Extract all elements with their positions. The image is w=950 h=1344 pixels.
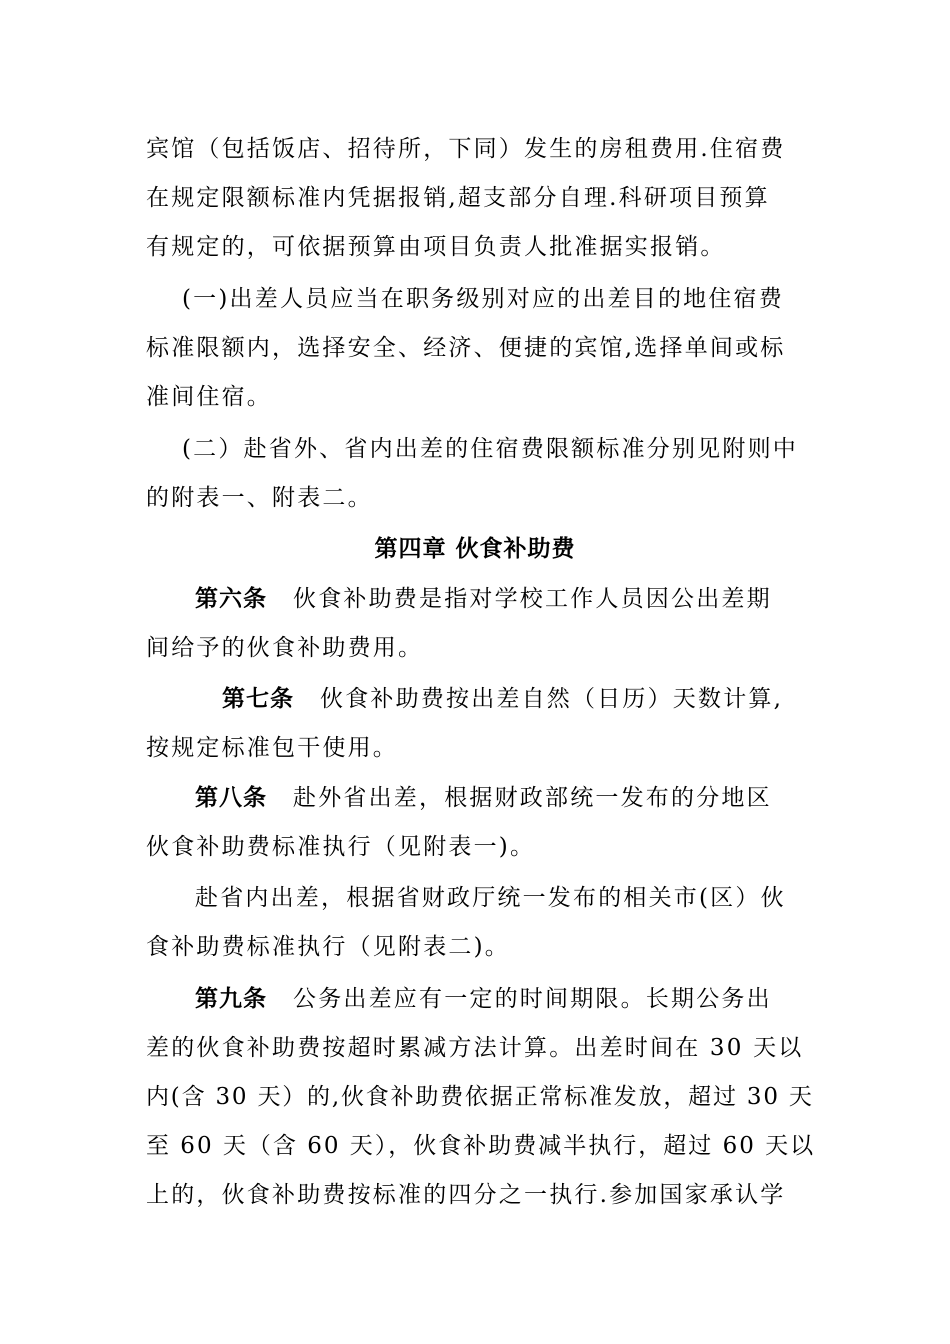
article-label: 第六条 bbox=[195, 586, 267, 612]
text-line: 赴省内出差，根据省财政厅统一发布的相关市(区）伙 bbox=[195, 885, 786, 911]
text-line: (二）赴省外、省内出差的住宿费限额标准分别见附则中 bbox=[182, 436, 798, 462]
article-line bbox=[222, 682, 894, 716]
chapter-title: 第四章 伙食补助费 bbox=[374, 536, 576, 562]
text-line: 准间住宿。 bbox=[146, 384, 272, 410]
text-line: 至 60 天（含 60 天），伙食补助费减半执行，超过 60 天以 bbox=[146, 1133, 816, 1159]
article-label: 第七条 bbox=[222, 686, 294, 712]
text-line: 的附表一、附表二。 bbox=[146, 485, 373, 511]
article-label: 第九条 bbox=[195, 986, 267, 1012]
text-line: 有规定的，可依据预算由项目负责人批准据实报销。 bbox=[146, 234, 726, 260]
text-line: 差的伙食补助费按超时累减方法计算。出差时间在 30 天以 bbox=[146, 1035, 804, 1061]
text-line: 宾馆（包括饭店、招待所，下同）发生的房租费用.住宿费 bbox=[146, 136, 786, 162]
text-line: 标准限额内，选择安全、经济、便捷的宾馆,选择单间或标 bbox=[146, 335, 786, 361]
text-line: 按规定标准包干使用。 bbox=[146, 735, 398, 761]
text-line: 内(含 30 天）的,伙食补助费依据正常标准发放，超过 30 天 bbox=[146, 1084, 814, 1110]
article-line bbox=[195, 582, 867, 616]
text-line: 在规定限额标准内凭据报销,超支部分自理.科研项目预算 bbox=[146, 185, 770, 211]
text-span: 伙食补助费是指对学校工作人员因公出差期 bbox=[293, 586, 772, 612]
text-line: 间给予的伙食补助费用。 bbox=[146, 635, 424, 661]
text-line: 食补助费标准执行（见附表二)。 bbox=[146, 934, 510, 960]
text-span: 伙食补助费按出差自然（日历）天数计算, bbox=[320, 686, 784, 712]
article-line bbox=[195, 781, 867, 815]
text-line: 上的，伙食补助费按标准的四分之一执行.参加国家承认学 bbox=[146, 1182, 786, 1208]
text-span: 赴外省出差，根据财政部统一发布的分地区 bbox=[293, 785, 772, 811]
article-label: 第八条 bbox=[195, 785, 267, 811]
text-line: (一)出差人员应当在职务级别对应的出差目的地住宿费 bbox=[182, 286, 784, 312]
article-line bbox=[195, 982, 867, 1016]
text-span: 公务出差应有一定的时间期限。长期公务出 bbox=[293, 986, 772, 1012]
text-line: 伙食补助费标准执行（见附表一)。 bbox=[146, 834, 536, 860]
